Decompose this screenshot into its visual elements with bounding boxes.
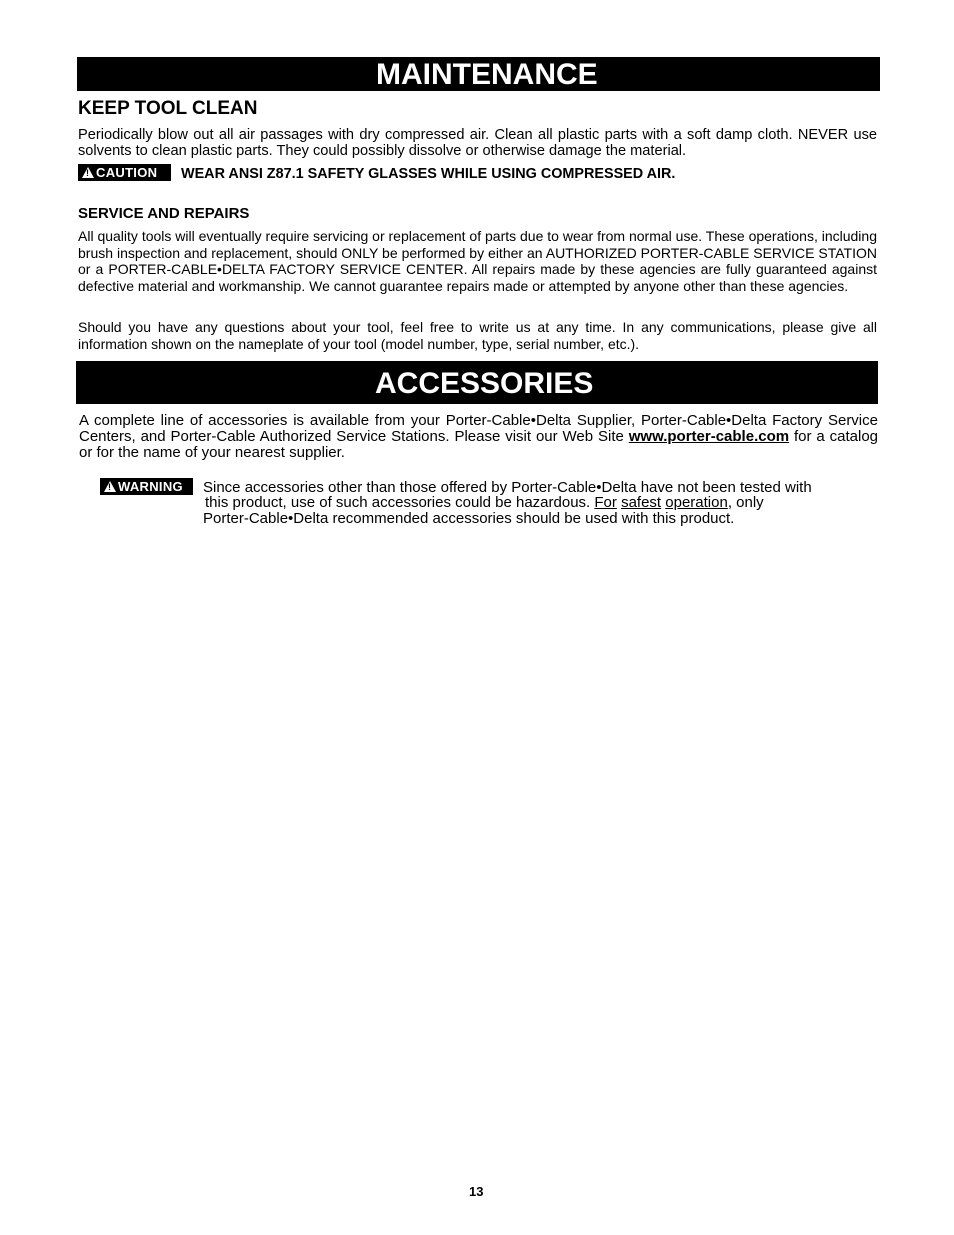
warning-for-text: For: [594, 494, 617, 511]
warning-triangle-icon: [104, 481, 116, 492]
warning-triangle-icon: [82, 167, 94, 178]
accessories-banner: [76, 361, 878, 404]
warning-operation-text: operation: [665, 494, 728, 511]
accessories-body-text-end: for a catalog or for the name of your nearest supplier.: [79, 428, 879, 461]
warning-line-2-text: this product, use of such accessories could be hazardous.: [205, 494, 595, 511]
warning-badge: [100, 478, 193, 495]
warning-label: WARNING: [118, 479, 183, 494]
caution-text: WEAR ANSI Z87.1 SAFETY GLASSES WHILE USING COMPRESSED AIR.: [181, 166, 676, 182]
warning-line-1: Since accessories other than those offered by Porter-Cable•Delta have not been tested with: [203, 479, 812, 496]
maintenance-title: MAINTENANCE: [376, 58, 598, 91]
service-questions-body: Should you have any questions about your tool, feel free to write us at any time. In any communications, please give all information shown on the nameplate of your tool (model number, type, serial number, etc.).: [78, 319, 877, 352]
page-number: 13: [469, 1184, 484, 1199]
accessories-body-text: A complete line of accessories is available from your Porter-Cable•Delta Supplier, Porter-Cable•Delta Factory Service Centers, and Porter-Cable Authorized Service Stations. Please visit our Web Site: [79, 412, 878, 445]
warning-line-3: Porter-Cable•Delta recommended accessories should be used with this product.: [203, 510, 735, 527]
caution-label: CAUTION: [96, 165, 158, 180]
porter-cable-website-link[interactable]: www.porter-cable.com: [628, 428, 790, 445]
warning-line-2-end: , only: [727, 494, 764, 511]
warning-line-2: [205, 494, 764, 511]
accessories-title: ACCESSORIES: [375, 367, 594, 400]
maintenance-banner: [77, 57, 880, 91]
keep-tool-clean-body: Periodically blow out all air passages with dry compressed air. Clean all plastic parts with a soft damp cloth. NEVER use solvents to clean plastic parts. They could possibly dissolve or otherwise damage the material.: [78, 127, 877, 160]
keep-tool-clean-heading: KEEP TOOL CLEAN: [78, 98, 258, 119]
warning-safest-text: safest: [621, 494, 662, 511]
accessories-body: [79, 413, 878, 461]
service-repairs-heading: SERVICE AND REPAIRS: [78, 205, 250, 222]
service-repairs-body: All quality tools will eventually require servicing or replacement of parts due to wear from normal use. These operations, including brush inspection and replacement, should ONLY be performed by either an AUTHORIZED PORTER-CABLE SERVICE STATION or a PORTER-CABLE•DELTA FACTORY SERVICE CENTER. All repairs made by these agencies are fully guaranteed against defective material and workmanship. We cannot guarantee repairs made or attempted by anyone other than these agencies.: [78, 228, 877, 294]
caution-badge: [78, 164, 171, 181]
